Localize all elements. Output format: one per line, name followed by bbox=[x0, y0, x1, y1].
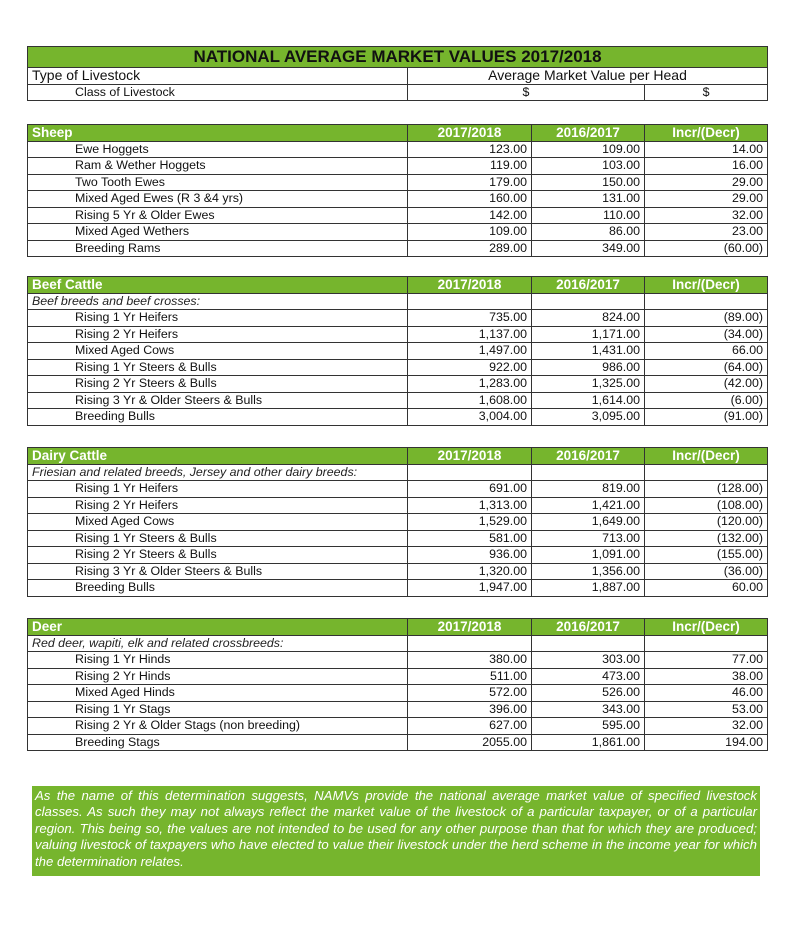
value-2016-2017: 1,649.00 bbox=[532, 514, 645, 531]
empty-cell bbox=[532, 635, 645, 652]
empty-cell bbox=[645, 635, 768, 652]
table-row bbox=[28, 685, 768, 702]
value-2017-2018: 1,529.00 bbox=[408, 514, 532, 531]
table-row bbox=[28, 734, 768, 751]
value-2016-2017: 824.00 bbox=[532, 310, 645, 327]
value-incr-decr: 14.00 bbox=[645, 141, 768, 158]
value-2016-2017: 1,431.00 bbox=[532, 343, 645, 360]
value-2017-2018: 1,947.00 bbox=[408, 580, 532, 597]
table-row bbox=[28, 326, 768, 343]
livestock-class-name: Mixed Aged Wethers bbox=[28, 224, 408, 241]
value-2017-2018: 511.00 bbox=[408, 668, 532, 685]
table-row bbox=[28, 392, 768, 409]
column-header-2017-2018: 2017/2018 bbox=[408, 277, 532, 294]
value-incr-decr: 32.00 bbox=[645, 207, 768, 224]
table-row bbox=[28, 563, 768, 580]
value-2016-2017: 1,171.00 bbox=[532, 326, 645, 343]
column-header-incr-decr: Incr/(Decr) bbox=[645, 619, 768, 636]
livestock-class-name: Rising 5 Yr & Older Ewes bbox=[28, 207, 408, 224]
section-title: Dairy Cattle bbox=[28, 448, 408, 465]
value-incr-decr: 66.00 bbox=[645, 343, 768, 360]
livestock-class-name: Ram & Wether Hoggets bbox=[28, 158, 408, 175]
value-2016-2017: 526.00 bbox=[532, 685, 645, 702]
value-2016-2017: 150.00 bbox=[532, 174, 645, 191]
value-incr-decr: (42.00) bbox=[645, 376, 768, 393]
beef-rows bbox=[28, 310, 768, 426]
value-2016-2017: 1,325.00 bbox=[532, 376, 645, 393]
value-2017-2018: 119.00 bbox=[408, 158, 532, 175]
table-row bbox=[28, 409, 768, 426]
value-2017-2018: 1,497.00 bbox=[408, 343, 532, 360]
table-row bbox=[28, 547, 768, 564]
empty-cell bbox=[645, 293, 768, 310]
value-incr-decr: 60.00 bbox=[645, 580, 768, 597]
value-incr-decr: (108.00) bbox=[645, 497, 768, 514]
value-2017-2018: 289.00 bbox=[408, 240, 532, 257]
value-incr-decr: (64.00) bbox=[645, 359, 768, 376]
section-title: Beef Cattle bbox=[28, 277, 408, 294]
value-2016-2017: 986.00 bbox=[532, 359, 645, 376]
empty-cell bbox=[532, 293, 645, 310]
currency-label: $ bbox=[408, 84, 645, 101]
livestock-class-name: Rising 1 Yr Stags bbox=[28, 701, 408, 718]
column-header-incr-decr: Incr/(Decr) bbox=[645, 277, 768, 294]
value-incr-decr: 16.00 bbox=[645, 158, 768, 175]
value-incr-decr: 29.00 bbox=[645, 191, 768, 208]
value-incr-decr: (60.00) bbox=[645, 240, 768, 257]
value-2016-2017: 349.00 bbox=[532, 240, 645, 257]
table-row bbox=[28, 240, 768, 257]
livestock-class-name: Rising 1 Yr Hinds bbox=[28, 652, 408, 669]
section-note: Friesian and related breeds, Jersey and other dairy breeds: bbox=[28, 464, 408, 481]
value-2016-2017: 110.00 bbox=[532, 207, 645, 224]
value-2016-2017: 1,861.00 bbox=[532, 734, 645, 751]
livestock-class-name: Mixed Aged Cows bbox=[28, 343, 408, 360]
table-row bbox=[28, 668, 768, 685]
value-2017-2018: 922.00 bbox=[408, 359, 532, 376]
value-2016-2017: 103.00 bbox=[532, 158, 645, 175]
value-incr-decr: 38.00 bbox=[645, 668, 768, 685]
table-row bbox=[28, 514, 768, 531]
value-2017-2018: 3,004.00 bbox=[408, 409, 532, 426]
value-incr-decr: 32.00 bbox=[645, 718, 768, 735]
value-incr-decr: 29.00 bbox=[645, 174, 768, 191]
livestock-class-name: Rising 2 Yr Steers & Bulls bbox=[28, 376, 408, 393]
table-row bbox=[28, 158, 768, 175]
column-header-2016-2017: 2016/2017 bbox=[532, 277, 645, 294]
value-2016-2017: 1,091.00 bbox=[532, 547, 645, 564]
livestock-class-name: Ewe Hoggets bbox=[28, 141, 408, 158]
value-2017-2018: 627.00 bbox=[408, 718, 532, 735]
livestock-class-name: Rising 2 Yr Hinds bbox=[28, 668, 408, 685]
column-header-2016-2017: 2016/2017 bbox=[532, 448, 645, 465]
value-2016-2017: 1,356.00 bbox=[532, 563, 645, 580]
value-incr-decr: 194.00 bbox=[645, 734, 768, 751]
value-incr-decr: (6.00) bbox=[645, 392, 768, 409]
section-note: Beef breeds and beef crosses: bbox=[28, 293, 408, 310]
table-row bbox=[28, 191, 768, 208]
value-incr-decr: (34.00) bbox=[645, 326, 768, 343]
column-header-2017-2018: 2017/2018 bbox=[408, 448, 532, 465]
value-incr-decr: (128.00) bbox=[645, 481, 768, 498]
value-2017-2018: 396.00 bbox=[408, 701, 532, 718]
livestock-class-name: Breeding Rams bbox=[28, 240, 408, 257]
value-2016-2017: 86.00 bbox=[532, 224, 645, 241]
value-2017-2018: 179.00 bbox=[408, 174, 532, 191]
value-2017-2018: 1,137.00 bbox=[408, 326, 532, 343]
average-market-value-label: Average Market Value per Head bbox=[408, 68, 768, 85]
livestock-class-name: Breeding Bulls bbox=[28, 409, 408, 426]
page-title: NATIONAL AVERAGE MARKET VALUES 2017/2018 bbox=[28, 47, 768, 68]
table-row bbox=[28, 343, 768, 360]
value-2016-2017: 109.00 bbox=[532, 141, 645, 158]
livestock-class-name: Mixed Aged Cows bbox=[28, 514, 408, 531]
column-header-2017-2018: 2017/2018 bbox=[408, 125, 532, 142]
value-2016-2017: 473.00 bbox=[532, 668, 645, 685]
value-incr-decr: (132.00) bbox=[645, 530, 768, 547]
value-incr-decr: (89.00) bbox=[645, 310, 768, 327]
empty-cell bbox=[408, 293, 532, 310]
dairy-cattle-table bbox=[27, 447, 768, 597]
sheep-rows bbox=[28, 141, 768, 257]
section-note: Red deer, wapiti, elk and related crossbreeds: bbox=[28, 635, 408, 652]
livestock-class-name: Rising 2 Yr Steers & Bulls bbox=[28, 547, 408, 564]
livestock-class-name: Rising 1 Yr Steers & Bulls bbox=[28, 530, 408, 547]
table-row bbox=[28, 701, 768, 718]
value-2016-2017: 819.00 bbox=[532, 481, 645, 498]
type-of-livestock-label: Type of Livestock bbox=[28, 68, 408, 85]
deer-table bbox=[27, 618, 768, 751]
value-2016-2017: 1,421.00 bbox=[532, 497, 645, 514]
table-row bbox=[28, 359, 768, 376]
value-2017-2018: 123.00 bbox=[408, 141, 532, 158]
livestock-class-name: Two Tooth Ewes bbox=[28, 174, 408, 191]
empty-cell bbox=[408, 464, 532, 481]
value-2016-2017: 1,614.00 bbox=[532, 392, 645, 409]
value-2017-2018: 1,608.00 bbox=[408, 392, 532, 409]
table-row bbox=[28, 141, 768, 158]
livestock-class-name: Rising 1 Yr Heifers bbox=[28, 481, 408, 498]
value-incr-decr: (120.00) bbox=[645, 514, 768, 531]
section-title: Deer bbox=[28, 619, 408, 636]
value-2016-2017: 343.00 bbox=[532, 701, 645, 718]
value-2017-2018: 2055.00 bbox=[408, 734, 532, 751]
value-2017-2018: 109.00 bbox=[408, 224, 532, 241]
value-2017-2018: 1,283.00 bbox=[408, 376, 532, 393]
column-header-2016-2017: 2016/2017 bbox=[532, 619, 645, 636]
empty-cell bbox=[645, 464, 768, 481]
value-incr-decr: 23.00 bbox=[645, 224, 768, 241]
section-title: Sheep bbox=[28, 125, 408, 142]
table-row bbox=[28, 224, 768, 241]
table-row bbox=[28, 530, 768, 547]
column-header-incr-decr: Incr/(Decr) bbox=[645, 448, 768, 465]
value-incr-decr: 77.00 bbox=[645, 652, 768, 669]
empty-cell bbox=[532, 464, 645, 481]
table-row bbox=[28, 497, 768, 514]
table-row bbox=[28, 652, 768, 669]
value-incr-decr: (155.00) bbox=[645, 547, 768, 564]
livestock-class-name: Breeding Bulls bbox=[28, 580, 408, 597]
value-2016-2017: 3,095.00 bbox=[532, 409, 645, 426]
livestock-class-name: Rising 2 Yr Heifers bbox=[28, 497, 408, 514]
livestock-class-name: Rising 3 Yr & Older Steers & Bulls bbox=[28, 392, 408, 409]
currency-label: $ bbox=[645, 84, 768, 101]
value-2017-2018: 1,320.00 bbox=[408, 563, 532, 580]
value-2017-2018: 572.00 bbox=[408, 685, 532, 702]
value-2016-2017: 595.00 bbox=[532, 718, 645, 735]
table-row bbox=[28, 310, 768, 327]
value-incr-decr: (91.00) bbox=[645, 409, 768, 426]
value-2016-2017: 713.00 bbox=[532, 530, 645, 547]
livestock-class-name: Mixed Aged Hinds bbox=[28, 685, 408, 702]
table-row bbox=[28, 580, 768, 597]
beef-cattle-table bbox=[27, 276, 768, 426]
table-row bbox=[28, 481, 768, 498]
value-2017-2018: 1,313.00 bbox=[408, 497, 532, 514]
value-2017-2018: 380.00 bbox=[408, 652, 532, 669]
value-incr-decr: (36.00) bbox=[645, 563, 768, 580]
column-header-2017-2018: 2017/2018 bbox=[408, 619, 532, 636]
livestock-class-name: Rising 2 Yr & Older Stags (non breeding) bbox=[28, 718, 408, 735]
sheep-table bbox=[27, 124, 768, 257]
livestock-class-name: Rising 3 Yr & Older Steers & Bulls bbox=[28, 563, 408, 580]
livestock-class-name: Breeding Stags bbox=[28, 734, 408, 751]
empty-cell bbox=[408, 635, 532, 652]
column-header-2016-2017: 2016/2017 bbox=[532, 125, 645, 142]
footnote-text: As the name of this determination suggests, NAMVs provide the national average market value of specified livestock classes. As such they may not always reflect the market value of the livestock of a particular taxpayer, or of a particular region. This being so, the values are not intended to be used for any other purpose than that for which they are produced; valuing livestock of taxpayers who have elected to value their livestock under the herd scheme in the income year for which the determination relates. bbox=[32, 786, 760, 876]
value-2017-2018: 691.00 bbox=[408, 481, 532, 498]
title-table bbox=[27, 46, 768, 101]
table-row bbox=[28, 718, 768, 735]
class-of-livestock-label: Class of Livestock bbox=[28, 84, 408, 101]
table-row bbox=[28, 376, 768, 393]
value-incr-decr: 53.00 bbox=[645, 701, 768, 718]
value-incr-decr: 46.00 bbox=[645, 685, 768, 702]
table-row bbox=[28, 174, 768, 191]
value-2016-2017: 131.00 bbox=[532, 191, 645, 208]
table-row bbox=[28, 207, 768, 224]
value-2016-2017: 303.00 bbox=[532, 652, 645, 669]
livestock-class-name: Rising 1 Yr Heifers bbox=[28, 310, 408, 327]
value-2017-2018: 142.00 bbox=[408, 207, 532, 224]
value-2017-2018: 581.00 bbox=[408, 530, 532, 547]
livestock-class-name: Rising 2 Yr Heifers bbox=[28, 326, 408, 343]
value-2017-2018: 735.00 bbox=[408, 310, 532, 327]
livestock-class-name: Mixed Aged Ewes (R 3 &4 yrs) bbox=[28, 191, 408, 208]
value-2016-2017: 1,887.00 bbox=[532, 580, 645, 597]
deer-rows bbox=[28, 652, 768, 751]
dairy-rows bbox=[28, 481, 768, 597]
livestock-class-name: Rising 1 Yr Steers & Bulls bbox=[28, 359, 408, 376]
value-2017-2018: 936.00 bbox=[408, 547, 532, 564]
column-header-incr-decr: Incr/(Decr) bbox=[645, 125, 768, 142]
value-2017-2018: 160.00 bbox=[408, 191, 532, 208]
